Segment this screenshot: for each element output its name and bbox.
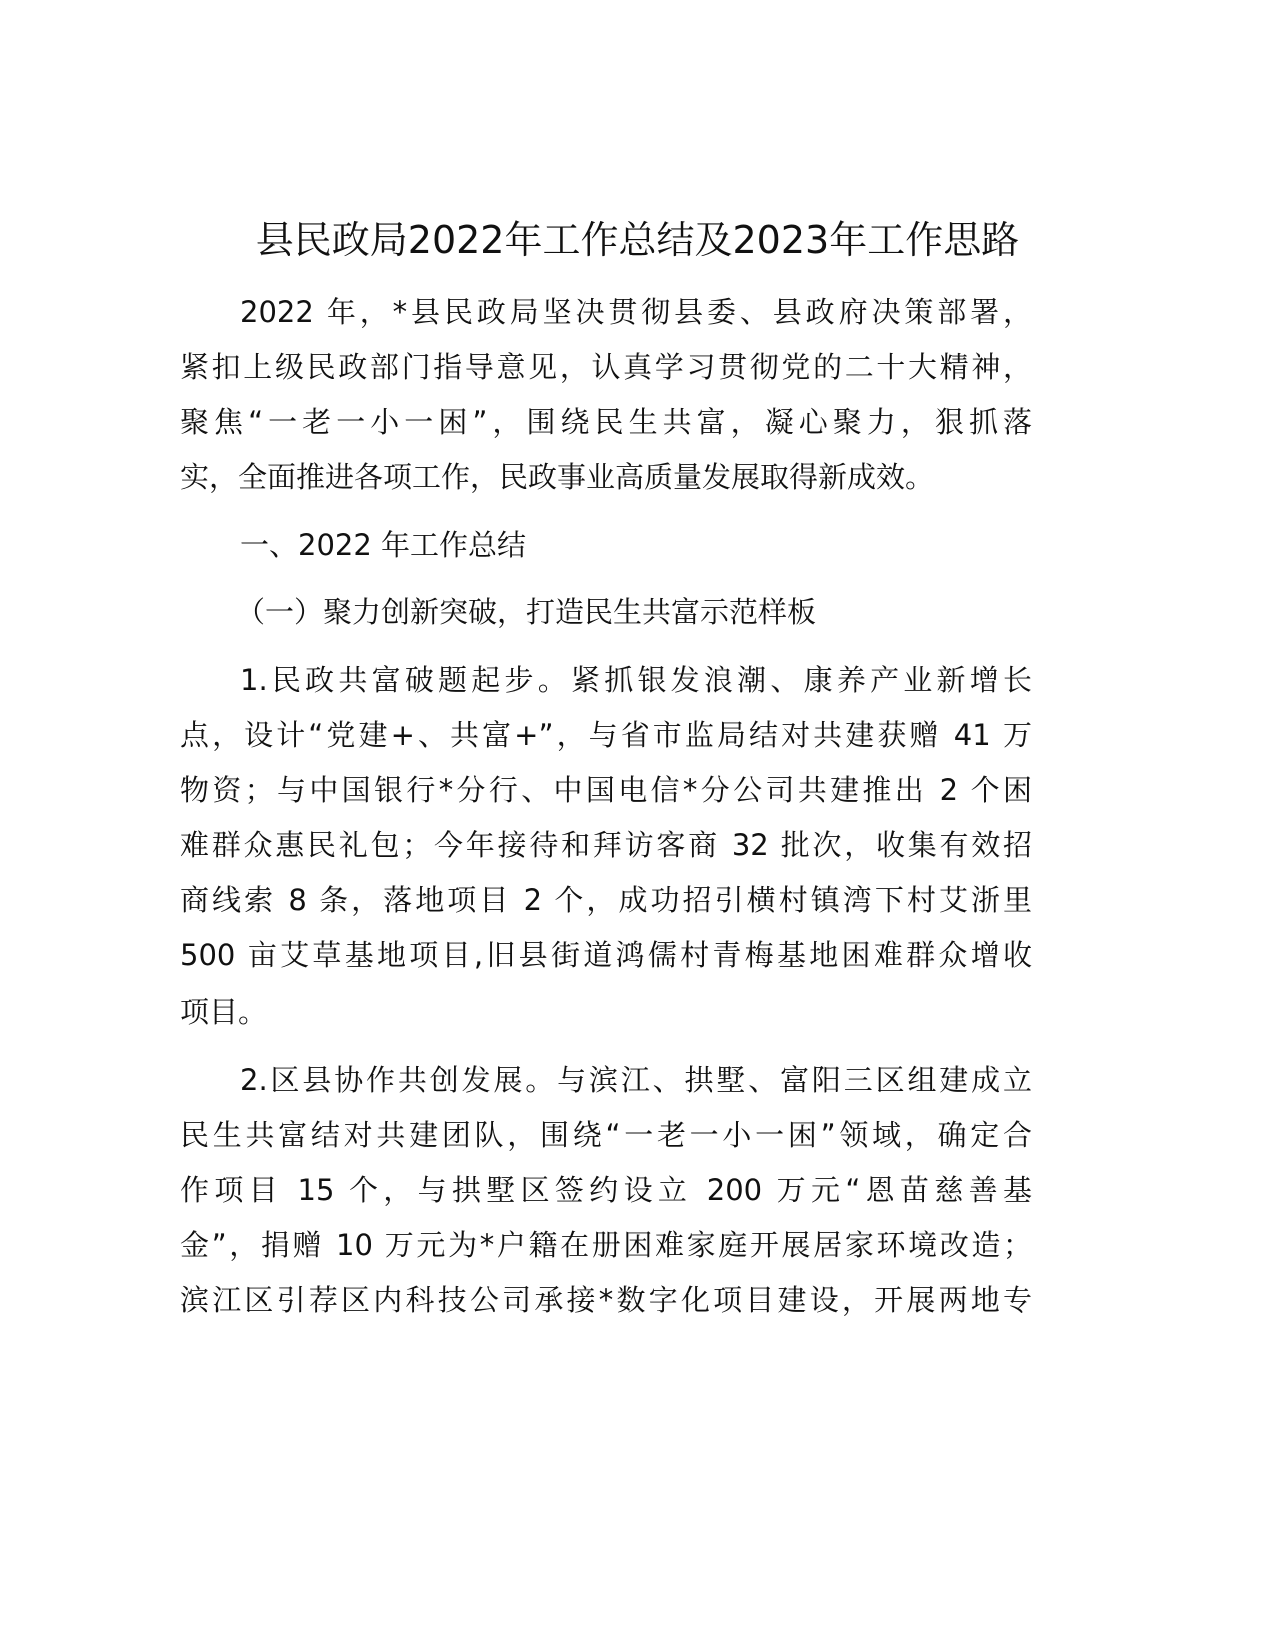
item1-line: 物资；与中国银行*分行、中国电信*分公司共建推出 2 个困 [180,773,1032,807]
item1-line: 商线索 8 条，落地项目 2 个，成功招引横村镇湾下村艾浙里 [180,883,1032,917]
intro-line: 2022 年，*县民政局坚决贯彻县委、县政府决策部署， [240,295,1032,329]
item2-line: 作项目 15 个，与拱墅区签约设立 200 万元“恩苗慈善基 [180,1173,1032,1207]
item1-line: 难群众惠民礼包；今年接待和拜访客商 32 批次，收集有效招 [180,828,1032,862]
item1-line: 点，设计“党建+、共富+”，与省市监局结对共建获赠 41 万 [180,718,1032,752]
subsection-heading: （一）聚力创新突破，打造民生共富示范样板 [236,595,817,629]
item2-line: 民生共富结对共建团队，围绕“一老一小一困”领域，确定合 [180,1118,1032,1152]
item2-line: 2.区县协作共创发展。与滨江、拱墅、富阳三区组建成立 [240,1063,1032,1097]
item1-line: 项目。 [180,995,268,1029]
item2-line: 滨江区引荐区内科技公司承接*数字化项目建设，开展两地专 [180,1283,1032,1317]
intro-line: 实，全面推进各项工作，民政事业高质量发展取得新成效。 [180,460,935,494]
item1-line: 500 亩艾草基地项目,旧县街道鸿儒村青梅基地困难群众增收 [180,938,1032,972]
item1-line: 1.民政共富破题起步。紧抓银发浪潮、康养产业新增长 [240,663,1032,697]
intro-line: 聚焦“一老一小一困”，围绕民生共富，凝心聚力，狠抓落 [180,405,1032,439]
document-title: 县民政局2022年工作总结及2023年工作思路 [255,218,1020,262]
section-heading: 一、2022 年工作总结 [240,528,527,562]
intro-line: 紧扣上级民政部门指导意见，认真学习贯彻党的二十大精神， [180,350,1032,384]
item2-line: 金”，捐赠 10 万元为*户籍在册困难家庭开展居家环境改造； [180,1228,1032,1262]
